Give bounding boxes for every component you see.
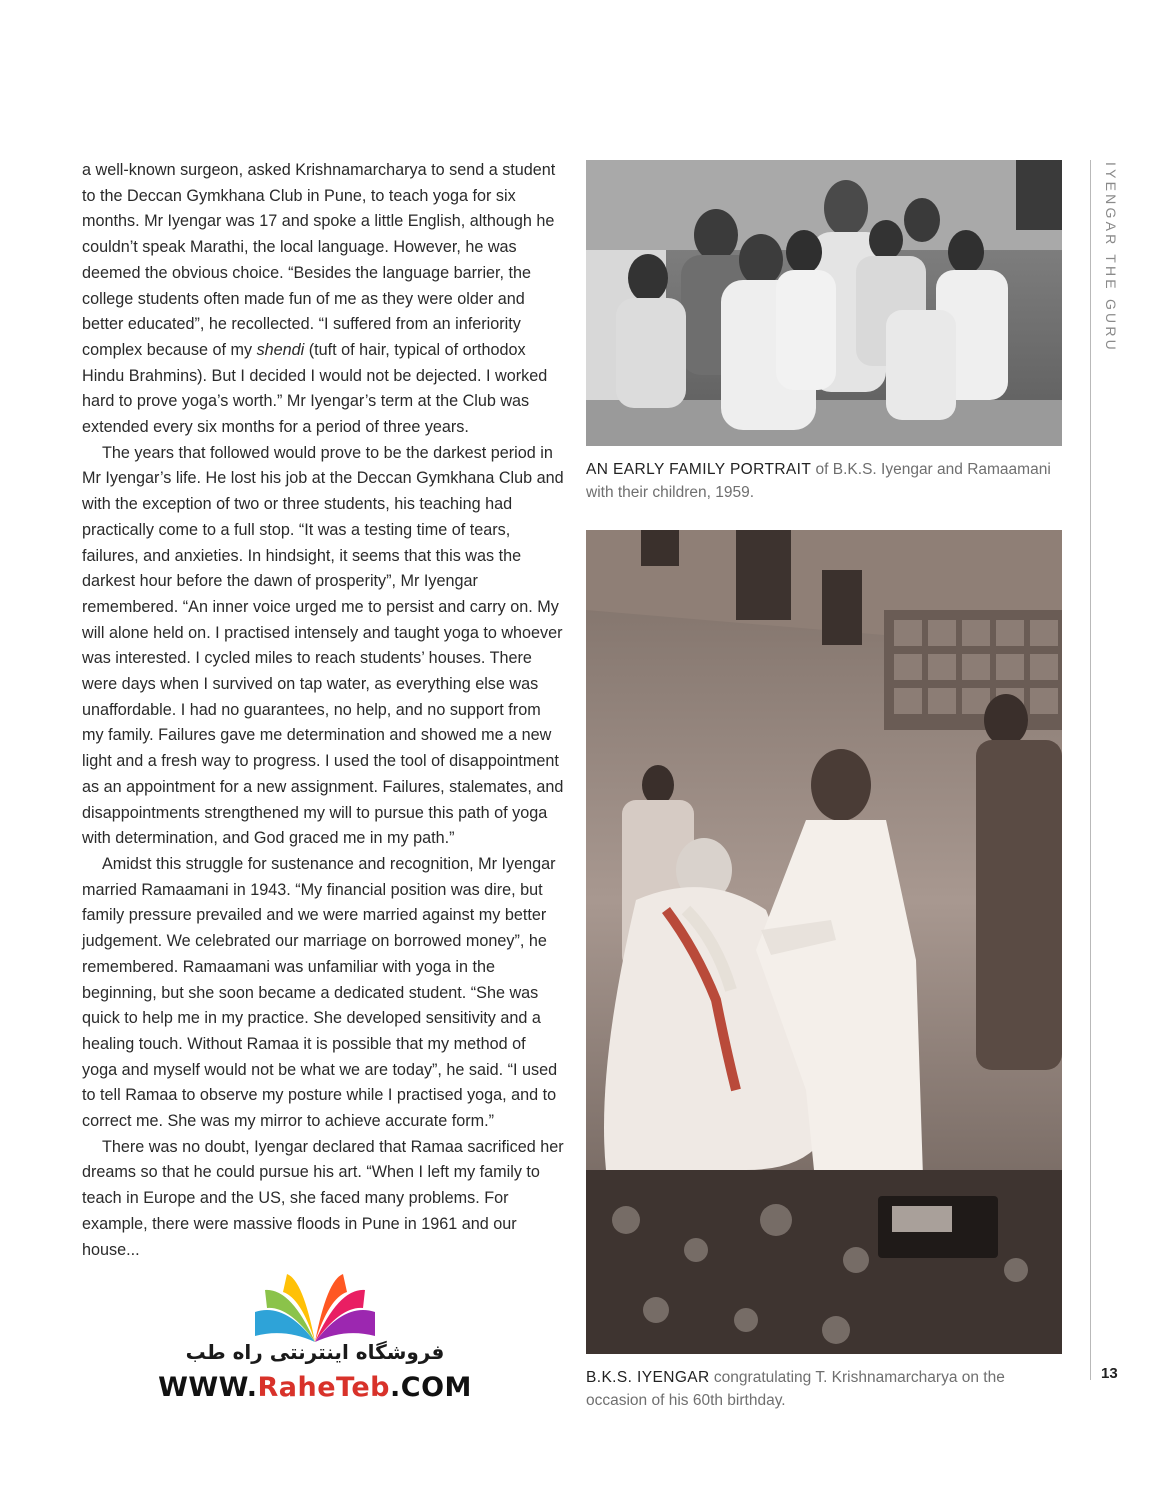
watermark [135,1268,495,1418]
paragraph-3: Amidst this struggle for sustenance and recognition, Mr Iyengar married Ramaamani in 1943. “My financial position was dire, but family pressure prevailed and we were married against my better judgement. We celebrated our marriage on borrowed money”, he remembered. Ramaamani was unfamiliar with yoga in the beginning, but she soon became a dedicated student. “She was quick to help me in my practice. She developed sensitivity and a healing touch. Without Ramaa it is possible that my method of yoga and myself would not be what we are today”, he said. “I used to tell Ramaa to observe my posture while I practised yoga, and to correct me. She was my mirror to achieve accurate form.” [82,854,558,1131]
ceremony-photo-caption: B.K.S. IYENGAR congratulating T. Krishnamarcharya on the occasion of his 60th birthday. [586,1369,1005,1409]
family-portrait-photo [586,160,1062,446]
watermark-site: WWW.RaheTeb.COM [158,1372,472,1403]
family-photo-caption: AN EARLY FAMILY PORTRAIT of B.K.S. Iyengar and Ramaamani with their children, 1959. [586,461,1051,501]
paragraph-2: The years that followed would prove to be the darkest period in Mr Iyengar’s life. He lost his job at the Deccan Gymkhana Club and with the exception of two or three students, his teaching had practically come to a full stop. “It was a testing time of tears, failures, and anxieties. In hindsight, it seems that this was the darkest hour before the dawn of prosperity”, Mr Iyengar remembered. “An inner voice urged me to persist and carry on. My will alone held on. I practised intensely and taught yoga to whoever was interested. I cycled miles to reach students’ houses. There were days when I survived on tap water, as everything else was unaffordable. I had no guarantees, no help, and no support from my family. Failures gave me determination and showed me a new light and a fresh way to progress. I used the tool of disappointment as an appointment for a new assignment. Failures, stalemates, and disappointments strengthened my will to pursue this path of yoga with determination, and God graced me in my path.” [82,443,564,848]
book-logo-icon [135,1268,495,1348]
running-head: IYENGAR THE GURU [1103,162,1119,353]
paragraph-4: There was no doubt, Iyengar declared that Ramaa sacrificed her dreams so that he could pursue his art. “When I left my family to teach in Europe and the US, she faced many problems. For example, there were massive floods in Pune in 1961 and our house... [82,1137,564,1259]
paragraph-1: a well-known surgeon, asked Krishnamarcharya to send a student to the Deccan Gymkhana Club in Pune, to teach yoga for six months. Mr Iyengar was 17 and spoke a little English, although he couldn’t speak Marathi, the local language. However, he was deemed the obvious choice. “Besides the language barrier, the college students often made fun of me as they were older and better educated”, he recollected. “I suffered from an inferiority complex because of my shendi (tuft of hair, typical of orthodox Hindu Brahmins). But I decided I would not be dejected. I worked hard to prove yoga’s worth.” Mr Iyengar’s term at the Club was extended every six months for a period of three years. [82,161,556,437]
birthday-ceremony-photo [586,530,1062,1354]
article-body [82,158,564,1263]
margin-rule [1090,160,1091,1380]
page-number: 13 [1101,1365,1118,1382]
watermark-persian-text: فروشگاه اینترنتی راه طب [185,1340,445,1364]
italic-term: shendi [256,340,305,359]
